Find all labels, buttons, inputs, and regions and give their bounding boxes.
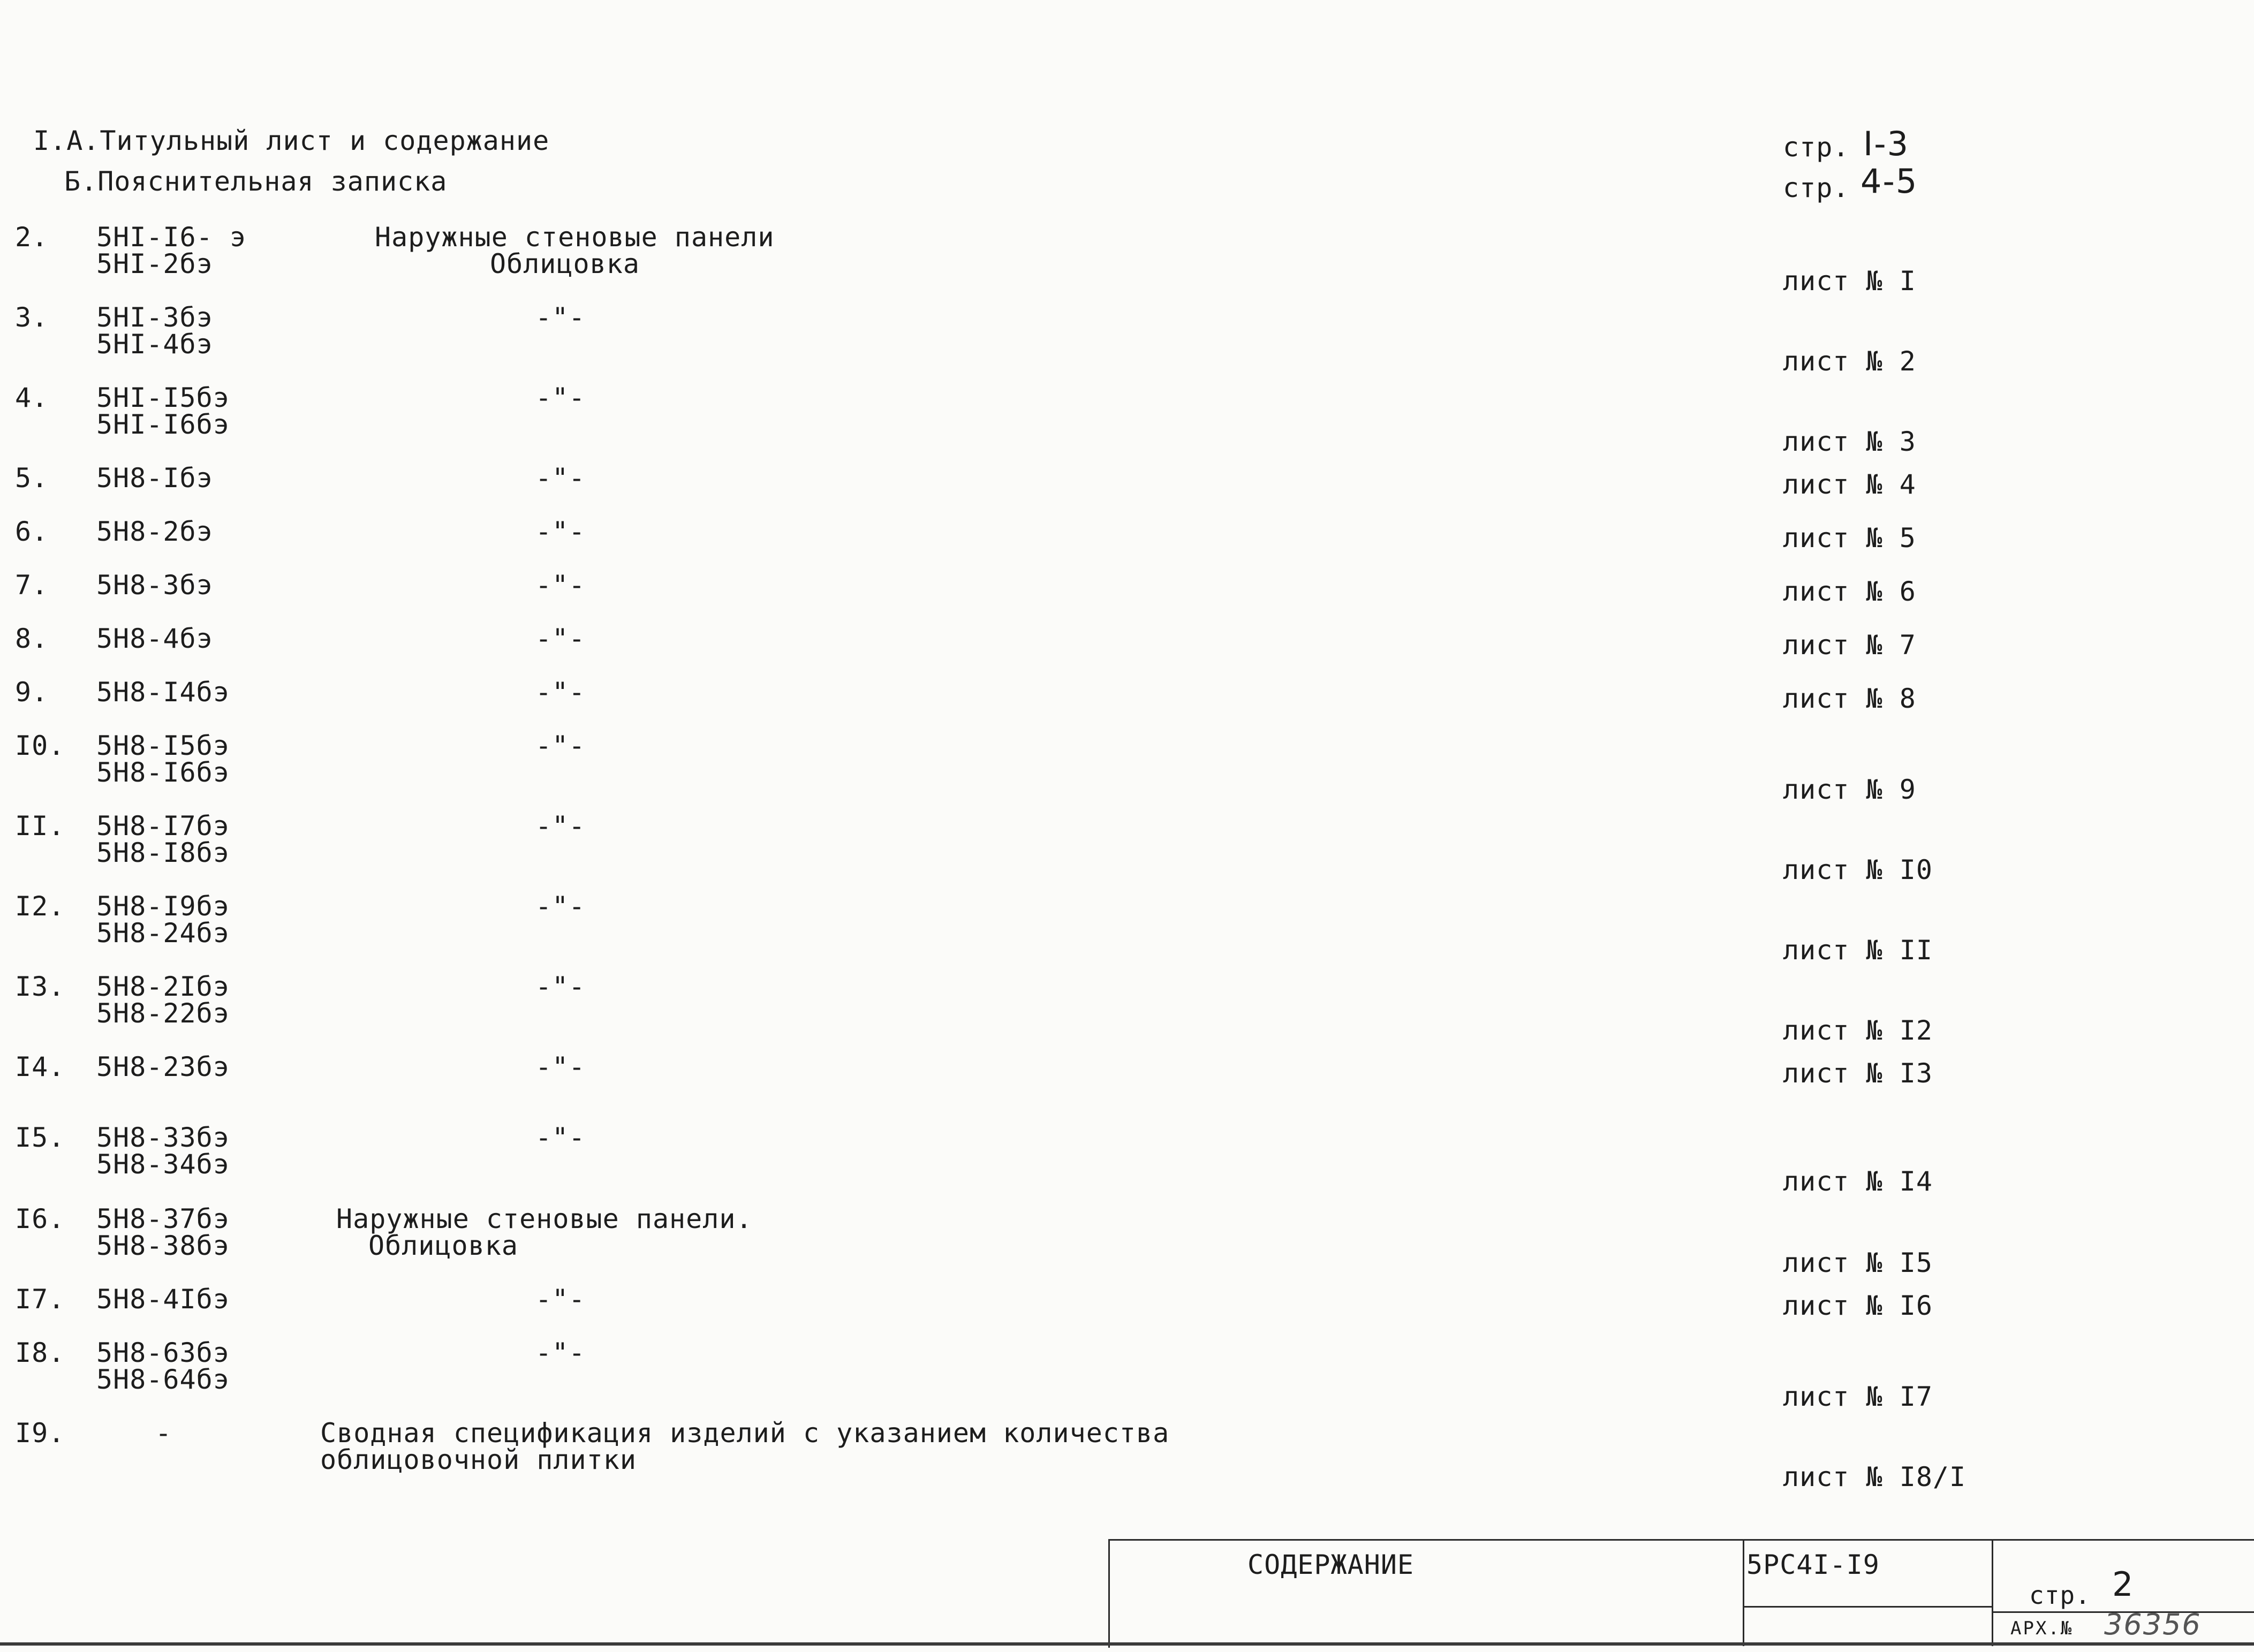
- item-number: I9.: [15, 1418, 65, 1449]
- header-ref-1-label: стр.: [1783, 132, 1850, 163]
- item-description: -"-: [535, 971, 586, 1002]
- item-code-primary: 5H8-I7бэ: [96, 810, 230, 842]
- item-number: 5.: [15, 463, 49, 494]
- item-description: -"-: [535, 570, 586, 601]
- item-number: I7.: [15, 1284, 65, 1315]
- item-code-secondary: 5H8-I8бэ: [96, 837, 230, 868]
- title-block-page-label: стр.: [2029, 1581, 2091, 1610]
- item-description-cont: Облицовка: [368, 1230, 518, 1261]
- item-code-primary: 5H8-37бэ: [96, 1203, 230, 1234]
- item-sheet-reference: лист № 5: [1783, 522, 1916, 554]
- header-title-sheet: I.А.Титульный лист и содержание: [33, 125, 550, 156]
- item-sheet-reference: лист № I0: [1783, 854, 1933, 885]
- title-block-archive-value: 36356: [2104, 1608, 2202, 1641]
- item-number: I8.: [15, 1337, 65, 1368]
- item-code-primary: 5H8-I4бэ: [96, 677, 230, 708]
- item-description: Наружные стеновые панели.: [336, 1203, 753, 1234]
- item-code-primary: 5H8-23бэ: [96, 1051, 230, 1082]
- item-sheet-reference: лист № I6: [1783, 1290, 1933, 1321]
- item-code-primary: 5HI-I5бэ: [96, 382, 230, 413]
- item-sheet-reference: лист № 2: [1783, 346, 1916, 377]
- item-code-primary: 5H8-2Iбэ: [96, 971, 230, 1002]
- item-description: Наружные стеновые панели: [375, 222, 775, 253]
- item-code-primary: 5H8-33бэ: [96, 1122, 230, 1153]
- header-ref-2-value: 4-5: [1860, 162, 1918, 201]
- item-description: -"-: [535, 1051, 586, 1082]
- item-code-secondary: 5H8-22бэ: [96, 998, 230, 1029]
- item-description: -"-: [535, 516, 586, 547]
- item-code-primary: 5H8-4Iбэ: [96, 1284, 230, 1315]
- item-code-secondary: 5HI-I6бэ: [96, 409, 230, 440]
- item-sheet-reference: лист № 8: [1783, 683, 1916, 714]
- item-number: 6.: [15, 516, 49, 547]
- title-block-divider-1: [1743, 1539, 1744, 1646]
- item-sheet-reference: лист № 3: [1783, 426, 1916, 457]
- item-code-secondary: 5HI-2бэ: [96, 248, 213, 279]
- item-code-secondary: 5H8-64бэ: [96, 1364, 230, 1395]
- item-code-primary: 5H8-4бэ: [96, 623, 213, 654]
- item-sheet-reference: лист № I4: [1783, 1166, 1933, 1197]
- item-code-secondary: 5HI-4бэ: [96, 329, 213, 360]
- item-sheet-reference: лист № I: [1783, 266, 1916, 297]
- item-code-primary: 5H8-Iбэ: [96, 463, 213, 494]
- item-sheet-reference: лист № I5: [1783, 1247, 1933, 1278]
- item-sheet-reference: лист № I7: [1783, 1381, 1933, 1412]
- item-number: 7.: [15, 570, 49, 601]
- item-sheet-reference: лист № I3: [1783, 1058, 1933, 1089]
- item-number: 2.: [15, 222, 49, 253]
- item-description: -"-: [535, 891, 586, 922]
- item-number: II.: [15, 810, 65, 842]
- item-number: 9.: [15, 677, 49, 708]
- item-code-primary: -: [155, 1418, 172, 1449]
- item-code-secondary: 5H8-38бэ: [96, 1230, 230, 1261]
- item-description: -"-: [535, 677, 586, 708]
- title-block-page-value: 2: [2112, 1565, 2135, 1604]
- header-ref-1-value: I-3: [1863, 124, 1910, 163]
- item-code-primary: 5H8-I9бэ: [96, 891, 230, 922]
- item-number: I6.: [15, 1203, 65, 1234]
- item-description: -"-: [535, 463, 586, 494]
- item-sheet-reference: лист № 7: [1783, 630, 1916, 661]
- item-code-primary: 5H8-63бэ: [96, 1337, 230, 1368]
- item-number: I0.: [15, 730, 65, 761]
- item-code-primary: 5H8-I5бэ: [96, 730, 230, 761]
- item-description-cont: облицовочной плитки: [320, 1444, 637, 1475]
- item-code-primary: 5HI-I6- э: [96, 222, 246, 253]
- item-number: I2.: [15, 891, 65, 922]
- item-code-primary: 5HI-3бэ: [96, 302, 213, 333]
- item-number: 8.: [15, 623, 49, 654]
- header-ref-2-label: стр.: [1783, 172, 1850, 203]
- title-block-title: СОДЕРЖАНИЕ: [1247, 1549, 1415, 1580]
- item-description: -"-: [535, 623, 586, 654]
- item-description-cont: Облицовка: [490, 248, 640, 279]
- item-sheet-reference: лист № 6: [1783, 576, 1916, 607]
- sheet-bottom-edge: [0, 1642, 2254, 1646]
- item-description: -"-: [535, 382, 586, 413]
- item-sheet-reference: лист № I2: [1783, 1015, 1933, 1046]
- item-sheet-reference: лист № II: [1783, 935, 1933, 966]
- title-block-divider-2: [1992, 1539, 1993, 1646]
- item-number: I4.: [15, 1051, 65, 1082]
- header-explanatory-note: Б.Пояснительная записка: [64, 166, 448, 197]
- item-code-secondary: 5H8-34бэ: [96, 1149, 230, 1180]
- item-number: 4.: [15, 382, 49, 413]
- item-description: -"-: [535, 1337, 586, 1368]
- title-block-archive-label: АРХ.№: [2010, 1618, 2074, 1639]
- item-description: -"-: [535, 1122, 586, 1153]
- item-number: I3.: [15, 971, 65, 1002]
- item-code-secondary: 5H8-24бэ: [96, 918, 230, 949]
- item-description: -"-: [535, 302, 586, 333]
- item-code-primary: 5H8-2бэ: [96, 516, 213, 547]
- item-number: 3.: [15, 302, 49, 333]
- title-block-code: 5РС4I-I9: [1746, 1549, 1880, 1580]
- item-code-primary: 5H8-3бэ: [96, 570, 213, 601]
- item-number: I5.: [15, 1122, 65, 1153]
- item-description: -"-: [535, 730, 586, 761]
- item-description: Сводная спецификация изделий с указанием количества: [320, 1418, 1170, 1449]
- item-code-secondary: 5H8-I6бэ: [96, 757, 230, 788]
- title-block-rule-code: [1743, 1606, 1992, 1608]
- item-description: -"-: [535, 810, 586, 842]
- item-sheet-reference: лист № 9: [1783, 774, 1916, 805]
- item-sheet-reference: лист № I8/I: [1783, 1461, 1966, 1492]
- item-sheet-reference: лист № 4: [1783, 469, 1916, 500]
- item-description: -"-: [535, 1284, 586, 1315]
